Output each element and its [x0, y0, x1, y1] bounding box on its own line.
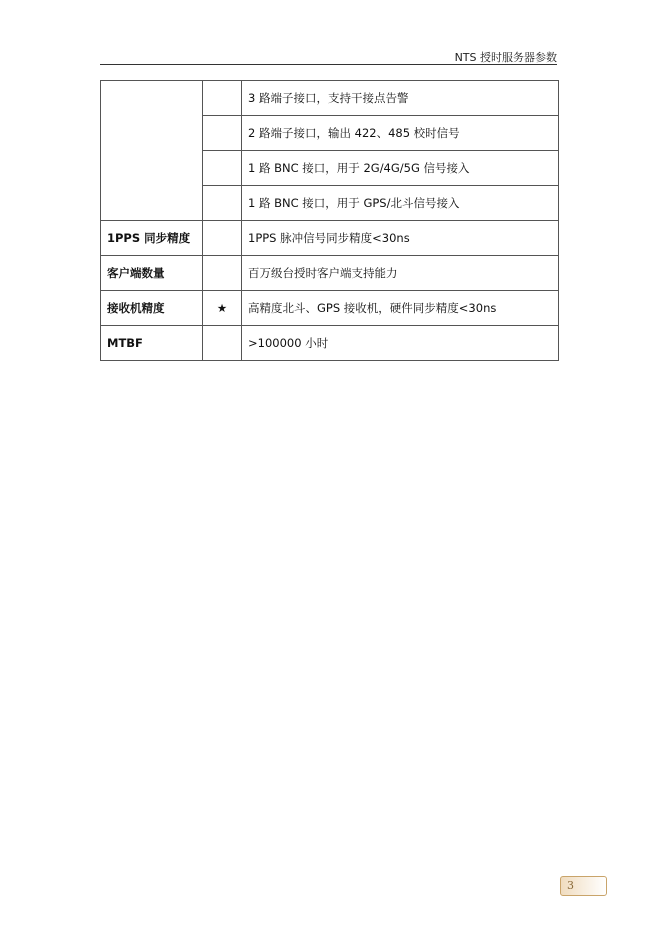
desc-cell: 3 路端子接口，支持干接点告警: [242, 81, 559, 116]
desc-cell: 1 路 BNC 接口，用于 GPS/北斗信号接入: [242, 186, 559, 221]
table-row: [101, 291, 559, 326]
page-number: 3: [567, 879, 574, 892]
param-cell: [101, 81, 203, 221]
mark-cell: [203, 81, 242, 116]
param-cell: 客户端数量: [101, 256, 203, 291]
param-cell: 1PPS 同步精度: [101, 221, 203, 256]
mark-cell: [203, 256, 242, 291]
desc-cell: >100000 小时: [242, 326, 559, 361]
desc-cell: 2 路端子接口，输出 422、485 校时信号: [242, 116, 559, 151]
desc-cell: 1 路 BNC 接口，用于 2G/4G/5G 信号接入: [242, 151, 559, 186]
header-divider: [100, 64, 557, 65]
mark-cell: [203, 116, 242, 151]
table-row: [101, 81, 559, 116]
param-cell: MTBF: [101, 326, 203, 361]
mark-cell: [203, 221, 242, 256]
page-number-badge: [560, 876, 607, 896]
spec-table: [100, 80, 559, 361]
desc-cell: 高精度北斗、GPS 接收机，硬件同步精度<30ns: [242, 291, 559, 326]
star-mark-cell: ★: [203, 291, 242, 326]
header-title: NTS 授时服务器参数: [454, 51, 557, 64]
mark-cell: [203, 151, 242, 186]
param-cell: 接收机精度: [101, 291, 203, 326]
table-row: [101, 221, 559, 256]
desc-cell: 1PPS 脉冲信号同步精度<30ns: [242, 221, 559, 256]
table-row: [101, 256, 559, 291]
desc-cell: 百万级台授时客户端支持能力: [242, 256, 559, 291]
mark-cell: [203, 186, 242, 221]
mark-cell: [203, 326, 242, 361]
table-row: [101, 326, 559, 361]
